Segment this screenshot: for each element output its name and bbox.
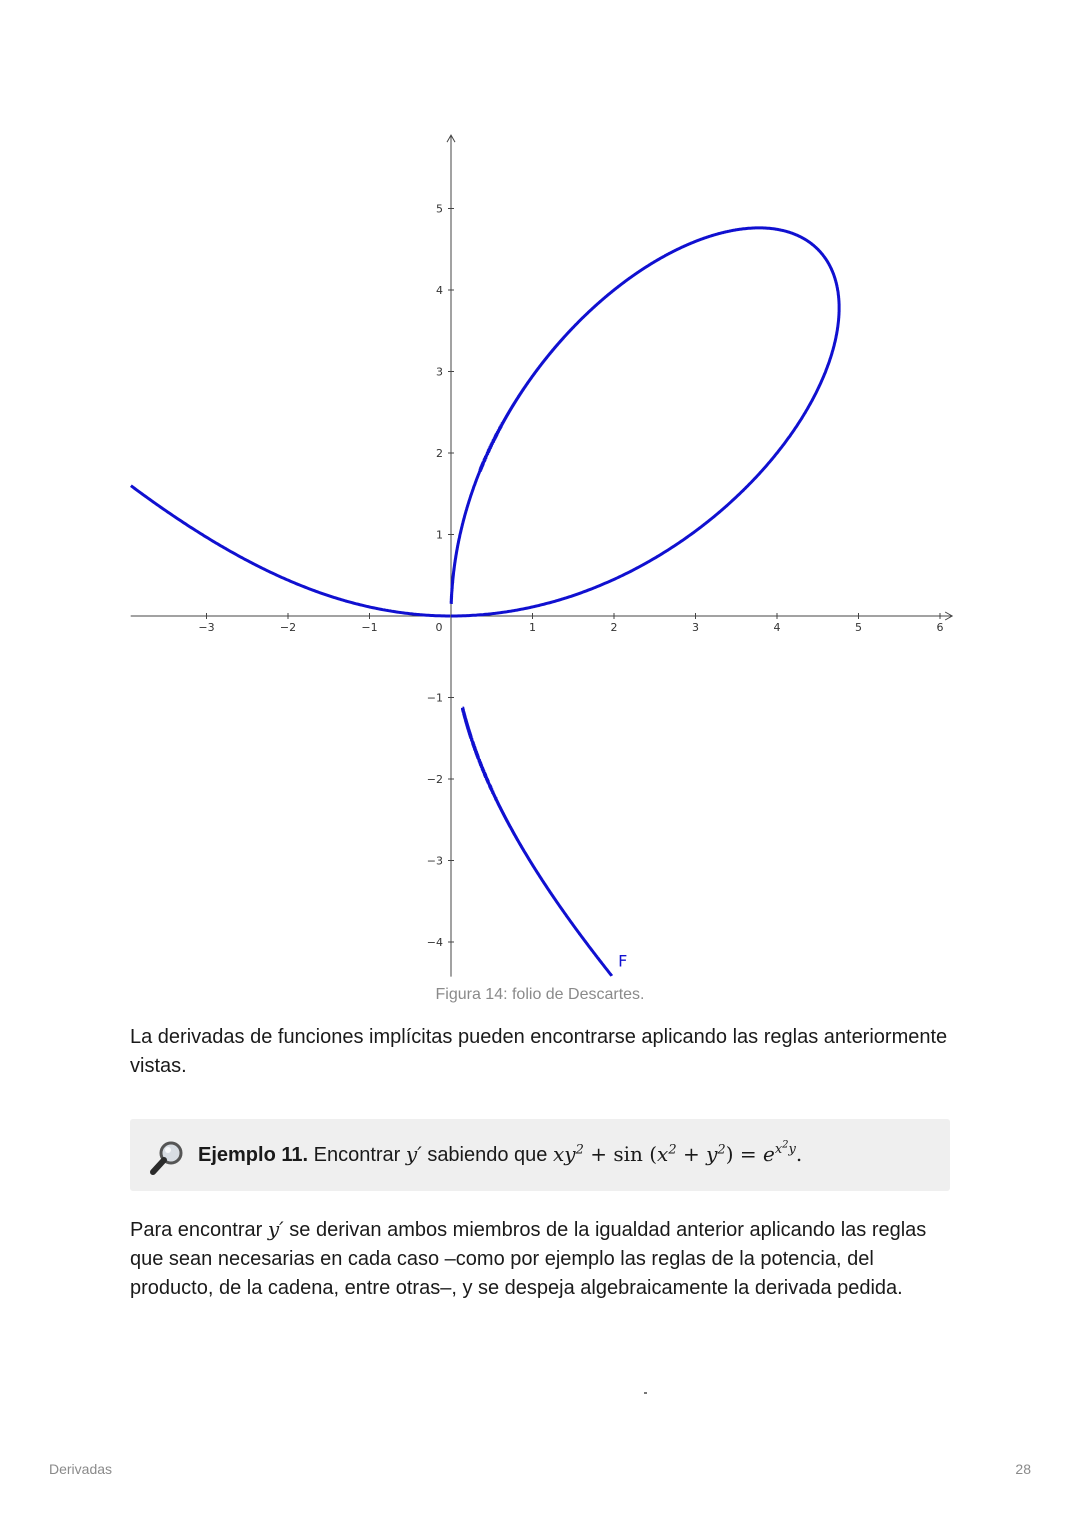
folium-curve-F [131, 228, 839, 976]
y-tick-label: 1 [436, 528, 443, 542]
x-tick-label: 6 [936, 621, 944, 634]
footer-title: Derivadas [49, 1461, 113, 1477]
y-tick-label: −2 [426, 773, 443, 786]
x-tick-label: 1 [529, 621, 536, 634]
y-tick-label: −4 [426, 936, 443, 949]
x-tick-label: −2 [279, 621, 297, 634]
y-tick-label: 4 [436, 284, 443, 297]
magnifier-icon [148, 1139, 186, 1177]
curve-label-F: F [618, 951, 628, 971]
example-statement [198, 1139, 802, 1170]
x-tick-label: 3 [692, 621, 699, 634]
paragraph-intro: La derivadas de funciones implícitas pueden encontrarse aplicando las reglas anteriormente vistas. [130, 1026, 948, 1077]
example-prefix: Encontrar [313, 1144, 401, 1166]
example-var: y′ [405, 1142, 422, 1166]
example-box [130, 1119, 950, 1191]
x-tick-label: 2 [610, 621, 618, 634]
y-tick-label: 5 [436, 202, 443, 216]
x-tick-label: 0 [435, 621, 443, 634]
x-tick-label: 5 [855, 621, 862, 634]
example-equation: $xy^2 + \sin (x^2 + y^2) = e^{x^2y}$. [552, 1140, 803, 1166]
figure-caption: Figura 14: folio de Descartes. [435, 986, 645, 1003]
x-tick-label: −1 [361, 621, 378, 634]
stray-mark [644, 1392, 647, 1394]
y-tick-label: 3 [436, 365, 443, 379]
example-mid: sabiendo que [427, 1144, 548, 1166]
y-tick-label: −1 [426, 691, 443, 705]
page-number: 28 [1015, 1461, 1031, 1477]
chart-ticks [198, 203, 943, 950]
paragraph-method: Para encontrar y′ se derivan ambos miembros de la igualdad anterior aplicando las reglas que sean necesarias en cada caso –como por ejemplo las reglas de la potencia, del producto, de la cadena, entre otras–, y se despeja algebraicamente la derivada pedida. [130, 1217, 927, 1299]
y-tick-label: −3 [426, 854, 443, 868]
x-tick-label: −3 [198, 621, 215, 634]
x-tick-label: 4 [773, 621, 781, 634]
y-tick-label: 2 [436, 447, 443, 460]
example-label: Ejemplo 11. [198, 1144, 309, 1166]
